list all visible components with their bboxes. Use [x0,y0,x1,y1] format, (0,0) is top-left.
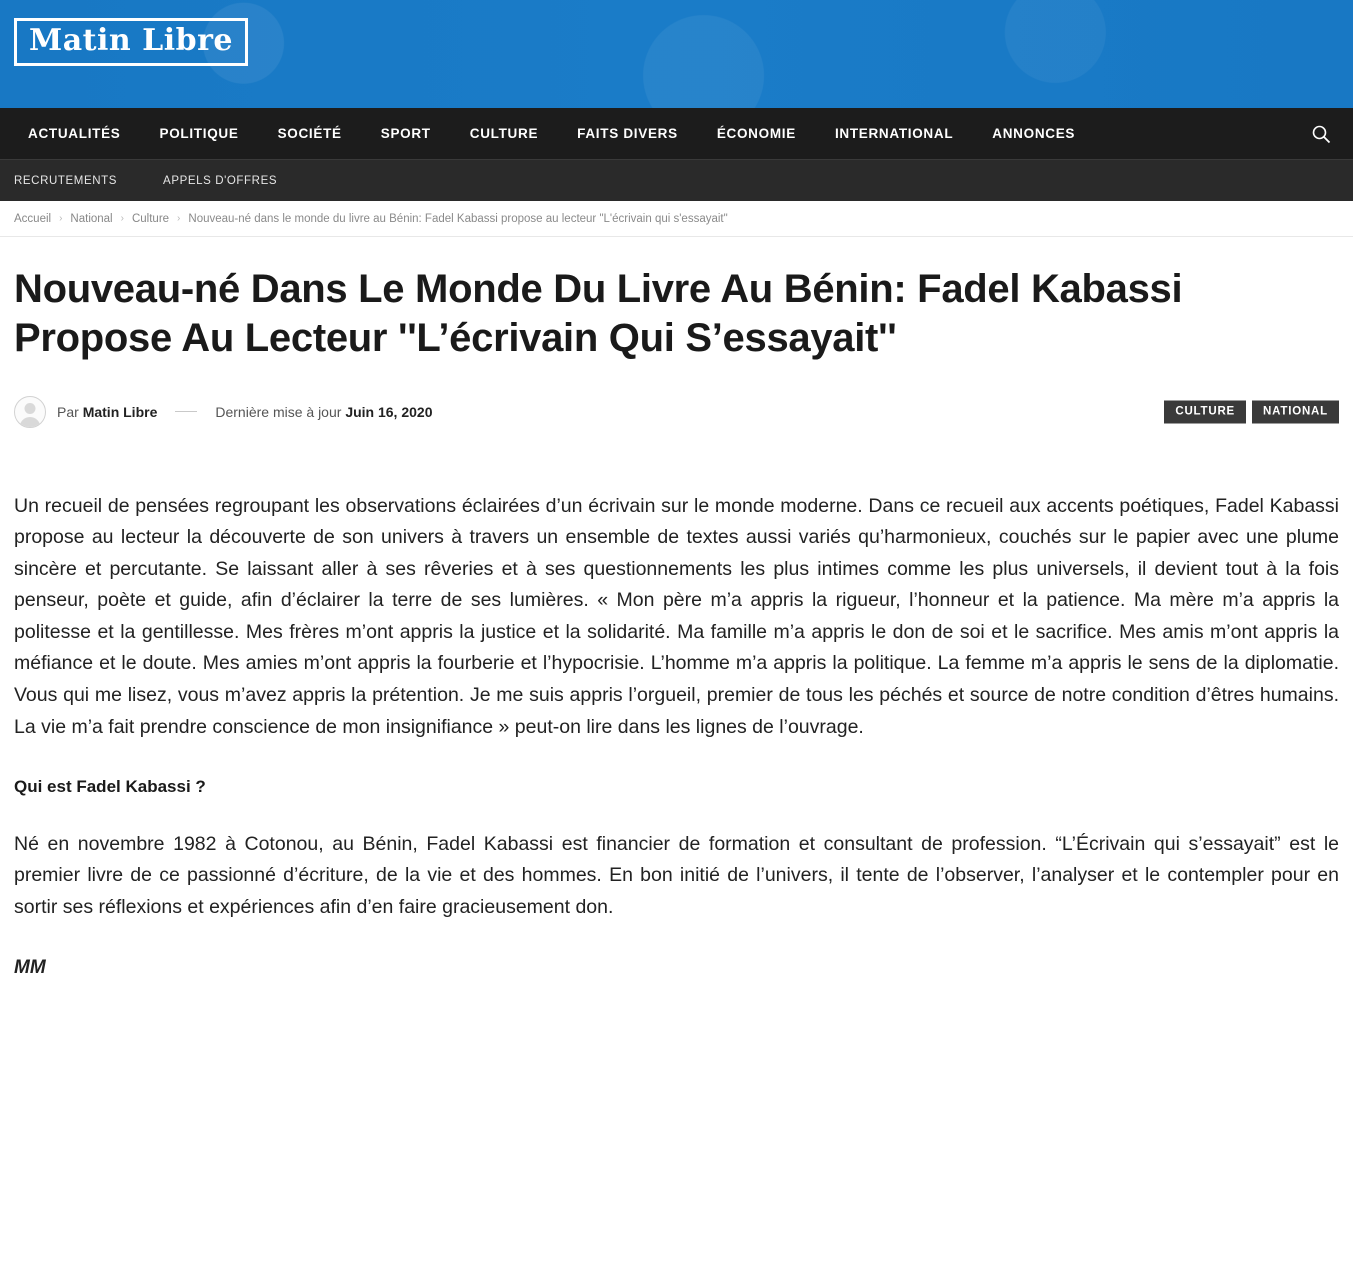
secondary-navigation [0,159,1353,201]
nav-item-international[interactable]: INTERNATIONAL [834,126,954,141]
tag-list [1164,400,1339,423]
meta-divider [175,411,197,412]
author-name[interactable]: Matin Libre [82,403,158,420]
last-updated-date: Juin 16, 2020 [345,403,433,420]
nav-item-politique[interactable]: POLITIQUE [159,126,239,141]
byline [57,404,157,420]
nav-item-faits-divers[interactable]: FAITS DIVERS [577,126,678,141]
nav-item-annonces[interactable]: ANNONCES [992,126,1076,141]
site-masthead [0,0,1353,108]
breadcrumb-item-accueil[interactable]: Accueil [14,212,52,225]
breadcrumb-separator: › [59,213,63,224]
byline-prefix: Par [57,403,79,420]
main-navigation [0,108,1353,159]
status-badge-national[interactable]: NATIONAL [1252,400,1339,423]
site-logo[interactable] [14,18,248,66]
last-updated [215,404,432,420]
article-signature: MM [14,957,46,979]
page-title: Nouveau-né Dans Le Monde Du Livre Au Bénin: Fadel Kabassi Propose Au Lecteur ''L’écrivain Qui S’essayait'' [14,267,1183,360]
search-icon[interactable] [1311,124,1331,144]
subnav-item-appels-doffres[interactable]: APPELS D'OFFRES [163,174,278,187]
article [0,265,1353,984]
article-paragraph: Un recueil de pensées regroupant les observations éclairées d’un écrivain sur le monde moderne. Dans ce recueil aux accents poétiques, Fadel Kabassi propose au lecteur la découverte de son univers à travers un ensemble de textes aussi variés qu’harmonieux, couchés sur le papier avec une plume sincère et percutante. Se laissant aller à ses rêveries et à ses questionnements les plus intimes comme les plus universels, il devient tout à la fois penseur, poète et guide, afin d’éclairer la terre de ses lumières. « Mon père m’a appris la rigueur, l’honneur et la patience. Ma mère m’a appris la politesse et la gentillesse. Mes frères m’ont appris la justice et la solidarité. Ma famille m’a appris le don de soi et le sacrifice. Mes amis m’ont appris la méfiance et le doute. Mes amies m’ont appris la fourberie et l’hypocrisie. L’homme m’a appris la politique. La femme m’a appris le sens de la diplomatie. Vous qui me lisez, vous m’avez appris la prétention. Je me suis appris l’orgueil, premier de tous les péchés et source de notre condition d’êtres humains. La vie m’a fait prendre conscience de mon insignifiance » peut-on lire dans les lignes de l’ouvrage. [14,494,1339,738]
breadcrumb-separator: › [177,213,181,224]
breadcrumb-item-national[interactable]: National [70,212,113,225]
article-meta [14,395,1339,429]
nav-item-economie[interactable]: ÉCONOMIE [716,126,796,141]
status-badge-culture[interactable]: CULTURE [1164,400,1246,423]
article-subheading: Qui est Fadel Kabassi ? [14,777,206,797]
nav-item-societe[interactable]: SOCIÉTÉ [277,126,342,141]
breadcrumb [0,201,1353,237]
breadcrumb-item-current: Nouveau-né dans le monde du livre au Bénin: Fadel Kabassi propose au lecteur "L'écrivain qui s'essayait" [188,212,728,225]
breadcrumb-item-culture[interactable]: Culture [131,212,170,225]
last-updated-label: Dernière mise à jour [215,403,342,420]
nav-item-sport[interactable]: SPORT [380,126,431,141]
article-body [14,491,1339,985]
breadcrumb-separator: › [120,213,124,224]
subnav-item-recrutements[interactable]: RECRUTEMENTS [14,174,118,187]
nav-item-culture[interactable]: CULTURE [469,126,539,141]
avatar [14,396,46,428]
article-paragraph: Né en novembre 1982 à Cotonou, au Bénin, Fadel Kabassi est financier de formation et consultant de profession. “L’Écrivain qui s’essayait” est le premier livre de ce passionné d’écriture, de la vie et des hommes. En bon initié de l’univers, il tente de l’observer, l’analyser et le contempler pour en sortir ses réflexions et expériences afin d’en faire gracieusement don. [14,832,1339,918]
site-logo-text: Matin Libre [29,23,234,58]
nav-item-actualites[interactable]: ACTUALITÉS [28,126,121,141]
